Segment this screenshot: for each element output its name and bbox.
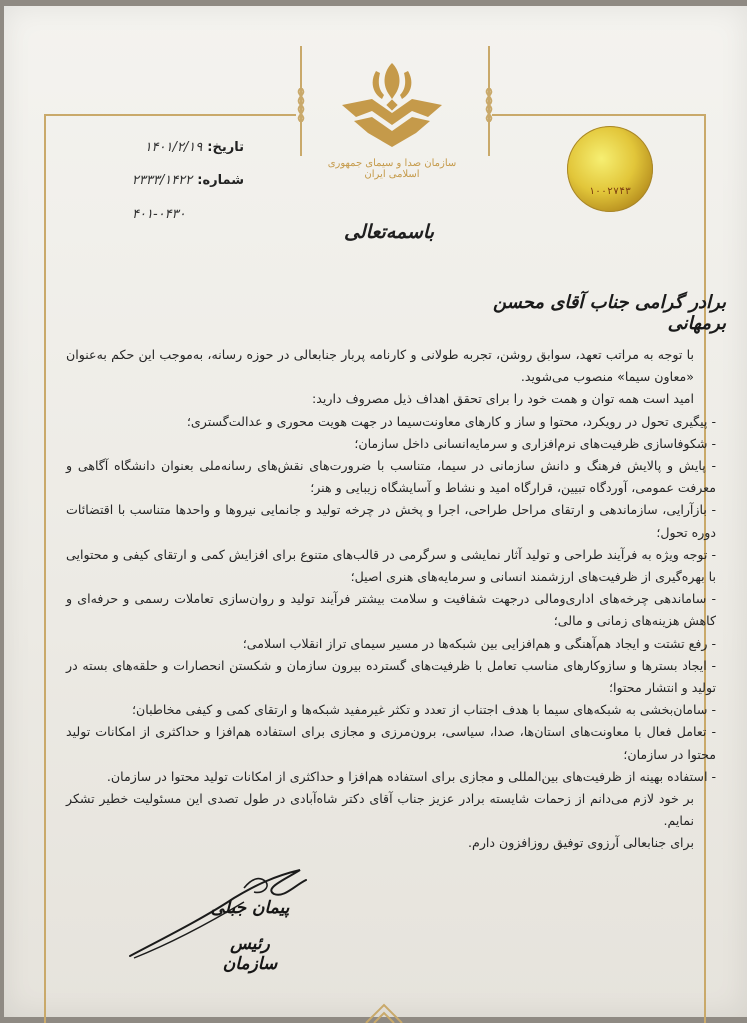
closing-line: برای جنابعالی آرزوی توفیق روزافزون دارم.: [468, 835, 694, 851]
goal-item: - شکوفاسازی ظرفیت‌های نرم‌افزاری و سرمایه‌انسانی داخل سازمان؛: [354, 435, 716, 451]
goal-item: - تعامل فعال با معاونت‌های استان‌ها، صدا، سیاسی، برون‌مرزی و مجازی برای استفاده هم‌افزا و حداکثری از امکانات تولید محتوا در سازمان؛: [66, 724, 716, 762]
frame-border-top-left: [44, 114, 296, 116]
reference-number: ۴۰۱-۰۴۳۰: [132, 207, 186, 222]
frame-border-left: [44, 114, 46, 1023]
date-label: تاریخ:: [207, 140, 244, 155]
hologram-serial: ۱۰۰۲۷۴۳: [588, 186, 632, 197]
irib-logo-icon: [332, 61, 452, 151]
goal-item: - پیگیری تحول در رویکرد، محتوا و ساز و کارهای معاونت‌سیما در جهت هویت محوری و عدالت‌گستری؛: [186, 413, 716, 429]
body-paragraph: بر خود لازم می‌دانم از زحمات شایسته برادر عزیز جناب آقای دکتر شاه‌آبادی در طول تصدی این مسئولیت خطیر تشکر نمایم.: [66, 791, 694, 829]
goal-item: - پایش و پالایش فرهنگ و دانش سازمانی در سیما، متناسب با ضرورت‌های نقش‌های رسانه‌ملی بعنوان دانشگاه آگاهی و معرفت عمومی، آوردگاه تبیین، قرارگاه امید و نشاط و آسایشگاه زیبایی و هنر؛: [66, 458, 716, 496]
goal-item: - استفاده بهینه از ظرفیت‌های بین‌المللی و مجازی برای استفاده هم‌افزا و حداکثری از امکانات تولید محتوا در سازمان.: [106, 768, 716, 784]
goal-item: - سامان‌بخشی به شبکه‌های سیما با هدف اجتناب از تعدد و تکثر غیرمفید شبکه‌ها و ارتقای کمی و کیفی مخاطبان؛: [132, 702, 716, 718]
letter-body: [66, 344, 716, 855]
signatory-title: رئیس سازمان: [222, 934, 278, 974]
goal-item: - ایجاد بسترها و سازوکارهای مناسب تعامل با ظرفیت‌های گسترده بیرون سازمان و شکستن انحصارات و حلقه‌های بسته در تولید و انتشار محتوا؛: [66, 657, 716, 696]
body-paragraph: امید است همه توان و همت خود را برای تحقق اهداف ذیل مصروف دارید:: [312, 391, 694, 407]
ornament-knot-icon: [293, 88, 309, 122]
organization-name: سازمان صدا و سیمای جمهوری اسلامی ایران: [327, 158, 457, 180]
date-field: [124, 136, 244, 155]
ornament-knot-icon: [481, 88, 497, 122]
hologram-seal-icon: [567, 126, 653, 212]
salutation: برادر گرامی جناب آقای محسن برمهانی: [492, 292, 726, 334]
frame-border-top-right: [492, 114, 704, 116]
body-paragraph: با توجه به مراتب تعهد، سوابق روشن، تجربه طولانی و کارنامه پربار جنابعالی در حوزه رسانه، به‌موجب این حکم به‌عنوان «معاون سیما» منصوب می‌شوید.: [66, 347, 694, 385]
date-value: ۱۴۰۱/۲/۱۹: [144, 140, 203, 155]
letter-sheet: [4, 6, 747, 1017]
goal-item: - توجه ویژه به فرآیند طراحی و تولید آثار نمایشی و سرگرمی در قالب‌های متنوع برای افزایش کمی و ارتقای کیفی و محتوایی با بهره‌گیری از ظرفیت‌های ارزشمند انسانی و سرمایه‌های هنری اصیل؛: [66, 546, 716, 585]
invocation-heading: باسمه‌تعالی: [343, 221, 435, 243]
number-value: ۲۳۳۳/۱۴۲۲: [131, 173, 193, 188]
number-label: شماره:: [197, 173, 244, 188]
goal-item: - رفع تشتت و ایجاد هم‌آهنگی و هم‌افزایی بین شبکه‌ها در مسیر سیمای تراز انقلاب اسلامی؛: [242, 635, 716, 651]
bottom-ornament-icon: [364, 1001, 404, 1023]
signatory-name: پیمان جبلی: [210, 898, 290, 918]
goal-item: - بازآرایی، سازماندهی و ارتقای مراحل طراحی، اجرا و پخش در چرخه تولید و جانمایی نیروها و واحدها متناسب با اقتضائات دوره تحول؛: [66, 502, 716, 540]
goal-item: - ساماندهی چرخه‌های اداری‌ومالی درجهت شفافیت و سلامت بیشتر فرآیند تولید و روان‌سازی تعاملات رسمی و حرفه‌ای و کاهش هزینه‌های زمانی و مالی؛: [66, 591, 716, 629]
number-field: [122, 169, 244, 188]
